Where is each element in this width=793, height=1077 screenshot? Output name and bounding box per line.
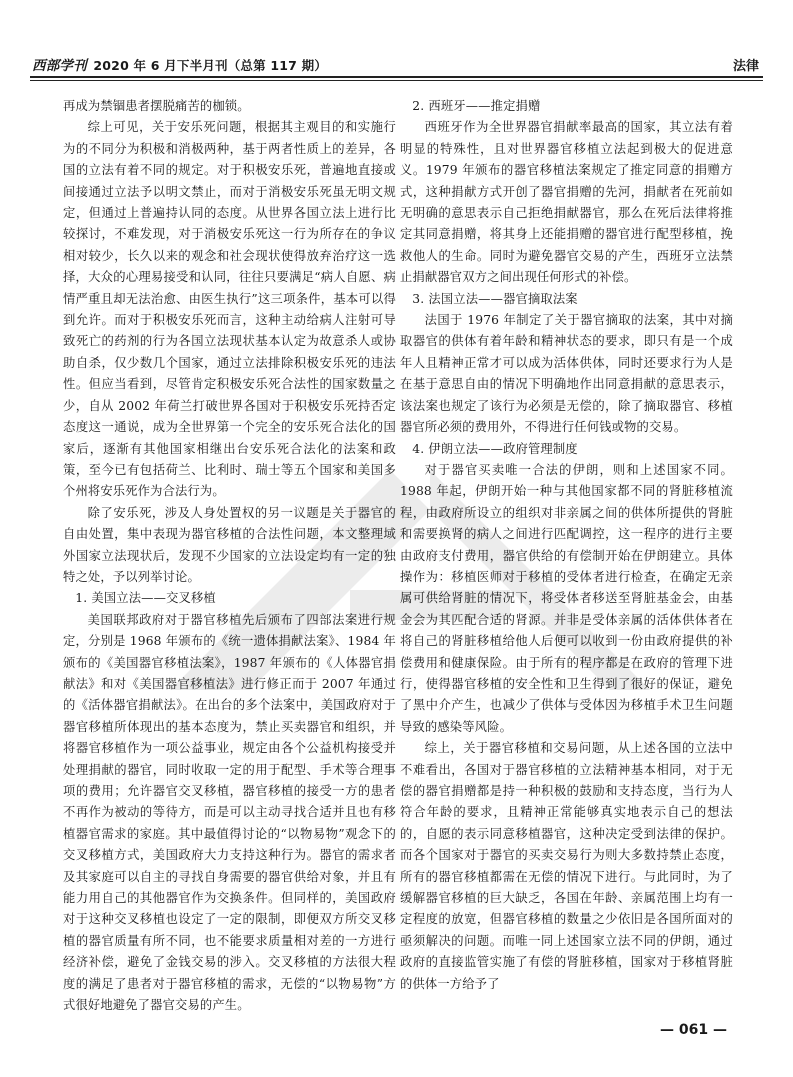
right-column [400, 96, 733, 995]
subsection-heading: 2. 西班牙——推定捐赠 [412, 99, 541, 113]
section-title: 法律 [732, 59, 759, 74]
journal-logo: 西部学刊 [32, 58, 87, 74]
subsection-heading: 1. 美国立法——交叉移植 [75, 591, 216, 606]
page-number: — 061 — [660, 1022, 727, 1038]
subsection-heading: 4. 伊朗立法——政府管理制度 [412, 441, 578, 456]
body-paragraph: 美国联邦政府对于器官移植先后颁布了四部法案进行规定，分别是 1968 年颁布的《统一遗体捐献法案》、1984 年颁布的《美国器官移植法案》，1987 年颁布的《人体器官捐献法》和对《美国器官移植法》进行修正而于 2007 年通过的《活体器官捐献法》。在出台的多个法案中，美国政府对于器官移植所体现出的基本态度为，禁止买卖器官和组织，并将器官移植作为一项公益事业，规定由各个公益机构接受并处理捐献的器官，同时收取一定的用于配型、手术等合理事项的费用；允许器官交叉移植，器官移植的接受一方的患者不再作为被动的等待方，而是可以主动寻找合适并且也有移植器官需求的家庭。其中最值得讨论的“以物易物”观念下的交叉移植方式，美国政府大力支持这种行为。器官的需求者及其家庭可以自主的寻找自身需要的器官供给对象，并且有能力用自己的其他器官作为交换条件。但同样的，美国政府对于这种交叉移植也设定了一定的限制，即便双方所交叉移植的器官质量有所不同，也不能要求质量相对差的一方进行经济补偿，避免了金钱交易的涉入。交叉移植的方法很大程度的满足了患者对于器官移植的需求，无偿的“以物易物”方式很好地避免了器官交易的产生。 [63, 612, 396, 1013]
header-rule-thin [30, 80, 763, 81]
body-paragraph: 综上，关于器官移植和交易问题，从上述各国的立法中不难看出，各国对于器官移植的立法精神基本相同，对于无偿的器官捐赠都是持一种积极的鼓励和支持态度，当行为人符合年龄的要求，且精神正常能够真实地表示自己的想法的，自愿的表示同意移植器官，这种决定受到法律的保护。而各个国家对于器官的买卖交易行为则大多数持禁止态度，所有的器官移植都需在无偿的情况下进行。与此同时，为了缓解器官移植的巨大缺乏，各国在年龄、亲属范围上均有一定程度的放宽，但器官移植的数量之少依旧是各国所面对的亟须解决的问题。而唯一同上述国家立法不同的伊朗，通过政府的直接监管实施了有偿的肾脏移植，国家对于移植肾脏的供体一方给予了 [400, 741, 733, 991]
body-paragraph: 再成为禁锢患者摆脱痛苦的枷锁。 [63, 99, 250, 113]
body-paragraph: 西班牙作为全世界器官捐献率最高的国家，其立法有着明显的特殊性，且对世界器官移植立法起到极大的促进意义。1979 年颁布的器官移植法案规定了推定同意的捐赠方式，这种捐献方式开创了器官捐赠的先河，捐献者在死前如无明确的意思表示自己拒绝捐献器官，那么在死后法律将推定其同意捐赠，将其身上还能捐赠的器官进行配型移植，挽救他人的生命。同时为避免器官交易的产生，西班牙立法禁止捐献器官双方之间出现任何形式的补偿。 [400, 120, 733, 285]
body-paragraph: 法国于 1976 年制定了关于器官摘取的法案，其中对摘取器官的供体有着年龄和精神状态的要求，即只有是一个成年人且精神正常才可以成为活体供体，同时还要求行为人是在基于意思自由的情况下明确地作出同意捐献的意思表示，该法案也规定了该行为必须是无偿的，除了摘取器官、移植器官所必须的费用外，不得进行任何钱或物的交易。 [400, 313, 733, 435]
body-paragraph: 对于器官买卖唯一合法的伊朗，则和上述国家不同。1988 年起，伊朗开始一种与其他国家都不同的肾脏移植流程，由政府所设立的组织对非亲属之间的供体所提供的肾脏和需要换肾的病人之间进行匹配调控，这一程序的进行主要由政府支付费用，器官供给的有偿制开始在伊朗建立。具体操作为：移植医师对于移植的受体者进行检查，在确定无亲属可供给肾脏的情况下，将受体者移送至肾脏基金会，由基金会为其匹配合适的肾源。并非是受体亲属的活体供体者在将自己的肾脏移植给他人后便可以收到一份由政府提供的补偿费用和健康保险。由于所有的程序都是在政府的管理下进行，使得器官移植的安全性和卫生得到了很好的保证，避免了黑中介产生，也减少了供体与受体因为移植手术卫生问题导致的感染等风险。 [400, 462, 733, 734]
subsection-heading: 3. 法国立法——器官摘取法案 [412, 291, 578, 306]
left-column [63, 96, 396, 1016]
page-header [30, 50, 763, 80]
body-paragraph: 综上可见，关于安乐死问题，根据其主观目的和实施行为的不同分为积极和消极两种，基于两者性质上的差异，各国的立法有着不同的规定。对于积极安乐死，普遍地直接或间接通过立法予以明文禁止，而对于消极安乐死虽无明文规定，但通过上普遍持认同的态度。从世界各国立法上进行比较探讨，不难发现，对于消极安乐死这一行为所存在的争议相对较少，长久以来的观念和社会现状使得放弃治疗这一选择，大众的心理易接受和认同，往往只要满足“病人自愿、病情严重且却无法治愈、由医生执行”这三项条件，基本可以得到允许。而对于积极安乐死而言，这种主动给病人注射可导致死亡的药剂的行为各国立法现状基本认定为故意杀人或协助自杀，仅少数几个国家，通过立法排除积极安乐死的违法性。但应当看到，尽管肯定积极安乐死合法性的国家数量之少，自从 2002 年荷兰打破世界各国对于积极安乐死持否定态度这一通说，成为全世界第一个完全的安乐死合法化的国家后，逐渐有其他国家相继出台安乐死合法化的法案和政策，至今已有包括荷兰、比利时、瑞士等五个国家和美国多个州将安乐死作为合法行为。 [63, 120, 396, 499]
journal-info [32, 54, 327, 74]
header-rule-thick [30, 76, 763, 78]
journal-issue: 2020 年 6 月下半月刊（总第 117 期） [93, 58, 328, 73]
body-paragraph: 除了安乐死，涉及人身处置权的另一议题是关于器官的自由处置，集中表现为器官移植的合法性问题，本文整理域外国家立法现状后，发现不少国家的立法设定均有一定的独特之处，予以列举讨论。 [63, 505, 396, 584]
